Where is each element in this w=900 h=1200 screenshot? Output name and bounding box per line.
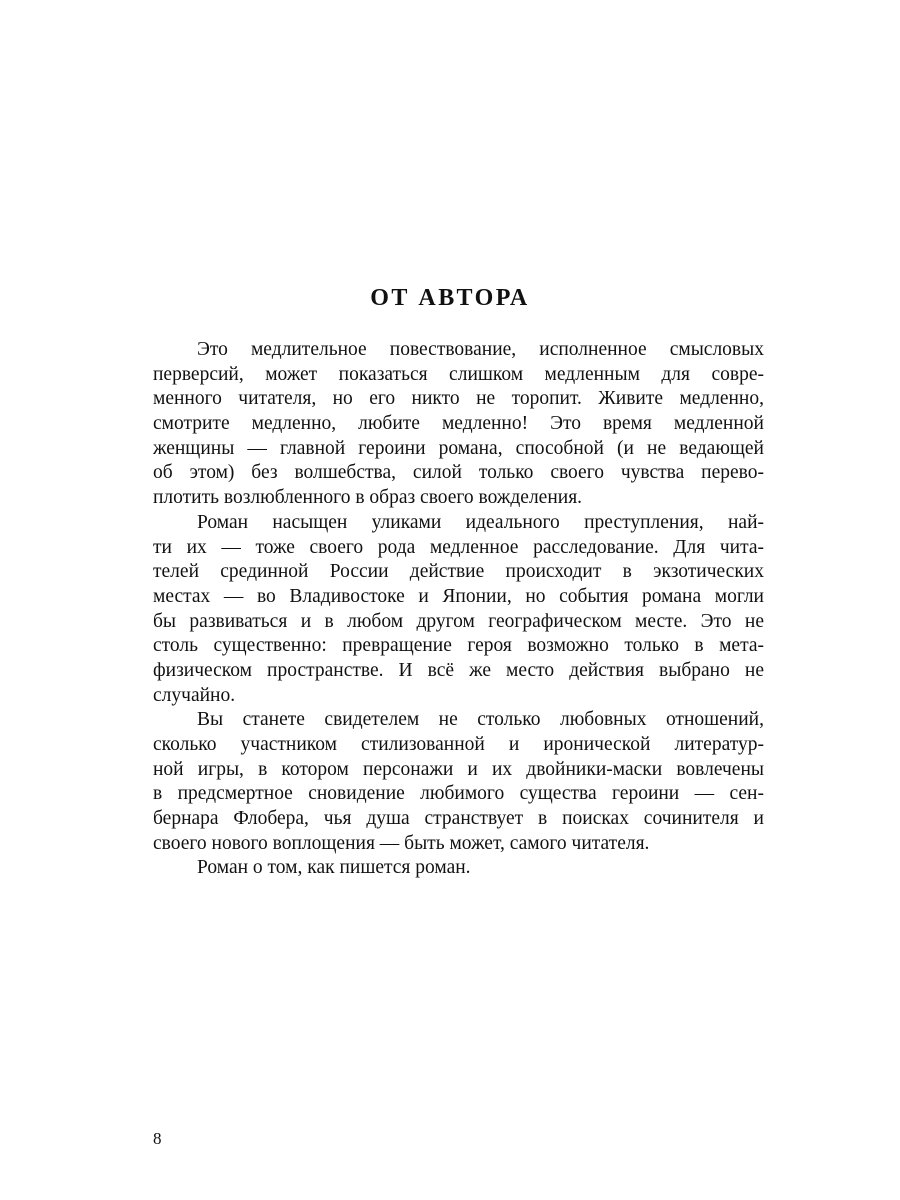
text-line: Это медлительное повествование, исполненное смысловых: [197, 339, 764, 360]
text-line: бы развиваться и в любом другом географическом месте. Это не: [153, 610, 764, 632]
chapter-title: ОТ АВТОРА: [370, 285, 530, 311]
text-line: смотрите медленно, любите медленно! Это время медленной: [153, 413, 764, 435]
text-line: своего нового воплощения — быть может, самого читателя.: [153, 832, 650, 854]
body-text: [153, 338, 764, 881]
text-line: в предсмертное сновидение любимого существа героини — сен-: [153, 783, 764, 805]
paragraph: [153, 856, 764, 881]
text-line: местах — во Владивостоке и Японии, но события романа могли: [153, 585, 764, 607]
page-number: 8: [153, 1129, 162, 1148]
text-line: сколько участником стилизованной и иронической литератур-: [153, 734, 764, 755]
text-line: Вы станете свидетелем не столько любовных отношений,: [197, 709, 764, 731]
text-line: женщины — главной героини романа, способной (и не ведающей: [153, 437, 764, 459]
text-line: ти их — тоже своего рода медленное расследование. Для чита-: [153, 536, 764, 558]
paragraph: [153, 708, 764, 856]
text-line: телей срединной России действие происходит в экзотических: [153, 561, 764, 583]
paragraph: [153, 338, 764, 511]
text-line: ной игры, в котором персонажи и их двойники-маски вовлечены: [153, 758, 764, 780]
text-line: столь существенно: превращение героя возможно только в мета-: [153, 635, 764, 657]
text-line: об этом) без волшебства, силой только своего чувства перево-: [153, 462, 764, 484]
text-line: перверсий, может показаться слишком медленным для совре-: [153, 363, 764, 385]
text-line: плотить возлюбленного в образ своего вожделения.: [153, 487, 583, 509]
text-line: физическом пространстве. И всё же место действия выбрано не: [153, 659, 764, 681]
text-line: Роман насыщен уликами идеального преступления, най-: [197, 511, 764, 533]
paragraph: [153, 511, 764, 709]
text-line: менного читателя, но его никто не торопит. Живите медленно,: [153, 388, 764, 410]
text-line: случайно.: [153, 684, 236, 706]
text-line: бернара Флобера, чья душа странствует в поисках сочинителя и: [153, 808, 764, 830]
text-line: Роман о том, как пишется роман.: [197, 857, 471, 879]
